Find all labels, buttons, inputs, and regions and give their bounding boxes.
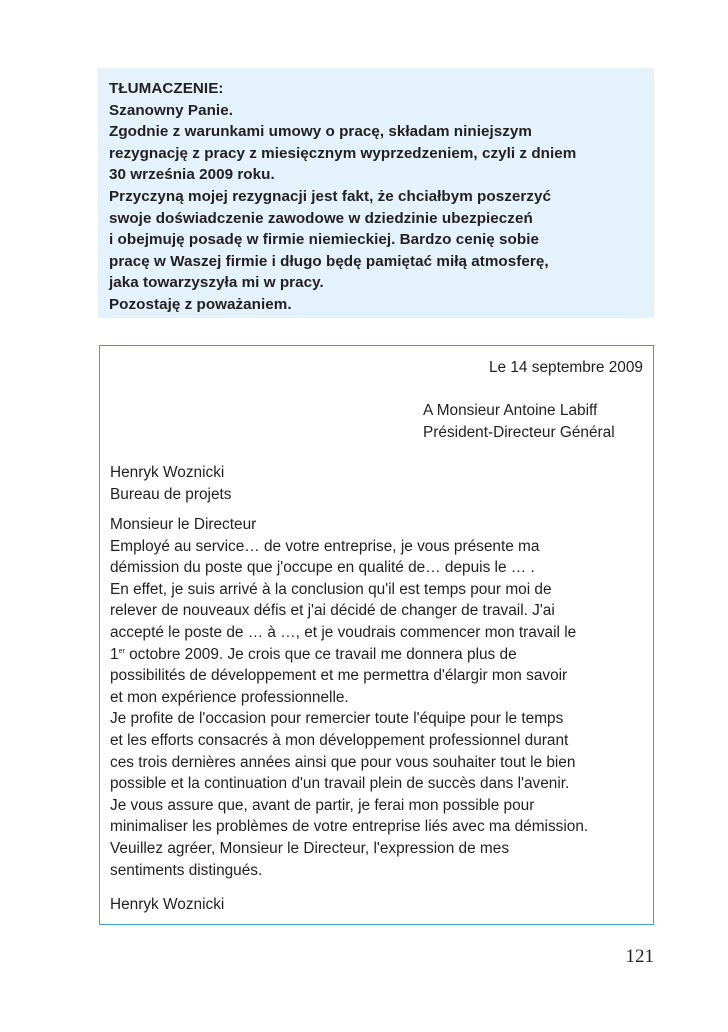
letter-date: Le 14 septembre 2009 bbox=[488, 359, 643, 376]
letter-line: possibilités de développement et me permettra d'élargir mon savoir bbox=[110, 667, 568, 685]
letter-line: et mon expérience professionnelle. bbox=[110, 688, 349, 706]
letter-line: En effet, je suis arrivé à la conclusion qu'il est temps pour moi de bbox=[110, 580, 552, 598]
letter-line: minimaliser les problèmes de votre entreprise liés avec ma démission. bbox=[110, 818, 589, 836]
translation-line: i obejmuję posadę w firmie niemieckiej. Bardzo cenię sobie bbox=[109, 231, 539, 249]
letter-line: Employé au service… de votre entreprise, je vous présente ma bbox=[110, 537, 540, 555]
letter-line: relever de nouveaux défis et j'ai décidé de changer de travail. J'ai bbox=[110, 602, 555, 620]
letter-signature: Henryk Woznicki bbox=[110, 896, 225, 913]
letter-salutation: Monsieur le Directeur bbox=[110, 516, 257, 533]
ordinal-suffix: er bbox=[118, 647, 125, 655]
letter-line: sentiments distingués. bbox=[110, 861, 263, 879]
translation-line: jaka towarzyszyła mi w pracy. bbox=[109, 274, 324, 292]
letter-line: Veuillez agréer, Monsieur le Directeur, l'expression de mes bbox=[110, 839, 510, 857]
translation-salutation: Szanowny Panie. bbox=[109, 101, 233, 119]
translation-heading: TŁUMACZENIE: bbox=[109, 80, 224, 97]
recipient-title: Président-Directeur Général bbox=[423, 424, 615, 441]
translation-closing: Pozostaję z poważaniem. bbox=[109, 295, 292, 313]
translation-line: Przyczyną mojej rezygnacji jest fakt, że chciałbym poszerzyć bbox=[109, 187, 551, 205]
letter-box bbox=[99, 345, 654, 925]
sender-department: Bureau de projets bbox=[110, 486, 232, 503]
translation-line: swoje doświadczenie zawodowe w dziedzinie ubezpieczeń bbox=[109, 209, 533, 227]
letter-line-ordinal bbox=[110, 644, 588, 666]
translation-line: 30 września 2009 roku. bbox=[109, 166, 275, 184]
letter-body bbox=[110, 514, 588, 881]
letter-line: démission du poste que j'occupe en qualité de… depuis le … . bbox=[110, 559, 535, 577]
translation-line: rezygnację z pracy z miesięcznym wyprzedzeniem, czyli z dniem bbox=[109, 144, 577, 162]
letter-line: Je profite de l'occasion pour remercier toute l'équipe pour le temps bbox=[110, 710, 564, 728]
letter-line: et les efforts consacrés à mon développement professionnel durant bbox=[110, 731, 569, 749]
letter-line: possible et la continuation d'un travail plein de succès dans l'avenir. bbox=[110, 775, 570, 793]
translation-box bbox=[98, 68, 654, 318]
letter-line: ces trois dernières années ainsi que pour vous souhaiter tout le bien bbox=[110, 753, 576, 771]
ordinal-line-rest: octobre 2009. Je crois que ce travail me donnera plus de bbox=[124, 645, 517, 663]
page-number: 121 bbox=[625, 946, 654, 967]
translation-line: Zgodnie z warunkami umowy o pracę, składam niniejszym bbox=[109, 123, 532, 141]
sender-name: Henryk Woznicki bbox=[110, 464, 225, 481]
ordinal-day: 1 bbox=[110, 645, 119, 663]
recipient-name: A Monsieur Antoine Labiff bbox=[423, 402, 598, 419]
letter-line: accepté le poste de … à …, et je voudrais commencer mon travail le bbox=[110, 623, 577, 641]
letter-line: Je vous assure que, avant de partir, je ferai mon possible pour bbox=[110, 796, 535, 814]
translation-line: pracę w Waszej firmie i długo będę pamiętać miłą atmosferę, bbox=[109, 252, 549, 270]
